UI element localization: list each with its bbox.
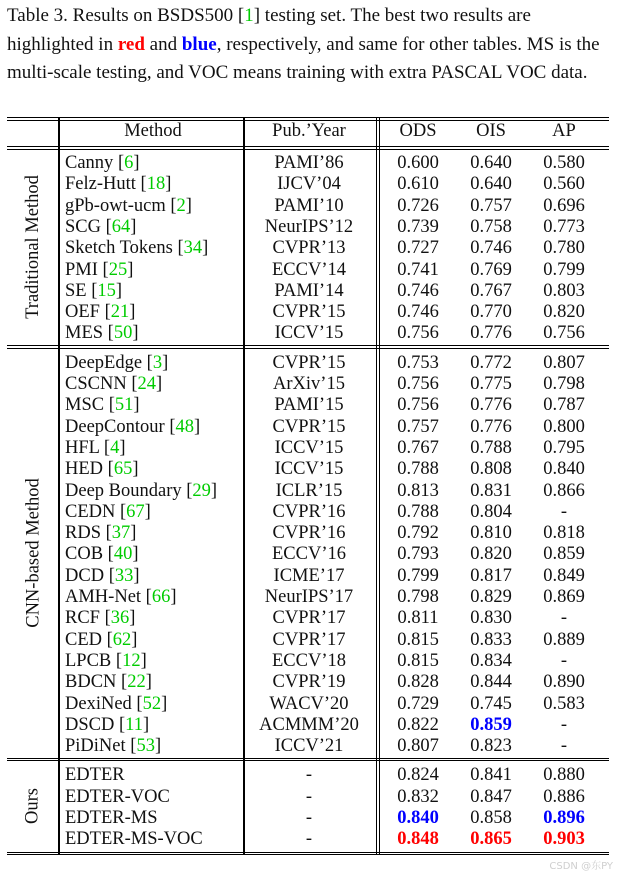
citation-link[interactable]: 3 (152, 352, 163, 373)
ods-cell: 0.799 (397, 565, 439, 586)
citation-link[interactable]: 24 (137, 374, 156, 394)
citation-link[interactable]: 66 (151, 587, 171, 607)
ods-cell: 0.756 (397, 374, 439, 394)
table-caption (7, 2, 607, 88)
pub-year-cell: CVPR’16 (272, 501, 346, 522)
method-name: DeepContour [48] (65, 416, 201, 437)
citation-link[interactable]: 34 (183, 238, 203, 259)
ap-cell: 0.580 (543, 153, 585, 173)
citation-link[interactable]: 50 (113, 323, 133, 344)
ap-cell: - (560, 501, 568, 522)
ap-cell: 0.849 (543, 565, 585, 586)
ods-cell: 0.840 (397, 808, 439, 828)
divider-pub-column-2 (379, 117, 380, 855)
ap-cell: 0.869 (543, 587, 585, 607)
ods-cell: 0.753 (397, 352, 439, 373)
caption-blue-word: blue (181, 33, 217, 55)
ap-cell: 0.560 (543, 174, 585, 195)
ap-cell: - (560, 608, 568, 629)
pub-year-cell: PAMI’10 (274, 195, 344, 216)
citation-link[interactable]: 2 (176, 195, 186, 216)
ap-cell: 0.880 (543, 765, 585, 786)
citation-link[interactable]: 33 (114, 565, 134, 586)
ap-cell: 0.903 (543, 829, 585, 850)
method-label: HFL (65, 437, 100, 458)
ois-cell: 0.758 (470, 216, 512, 237)
method-name: Felz-Hutt [18] (65, 174, 172, 195)
ods-cell: 0.788 (397, 459, 439, 480)
ods-cell: 0.756 (397, 323, 439, 344)
ap-cell: 0.787 (543, 395, 585, 416)
citation-link[interactable]: 18 (146, 174, 166, 195)
pub-year-cell: CVPR’16 (272, 523, 346, 544)
method-label: PiDiNet (65, 736, 126, 757)
pub-year-cell: - (305, 786, 313, 807)
ods-cell: 0.815 (397, 650, 439, 671)
pub-year-cell: ICLR’15 (275, 480, 343, 501)
citation-link[interactable]: 11 (125, 714, 143, 735)
ap-cell: 0.866 (543, 480, 585, 501)
ods-cell: 0.807 (397, 736, 439, 757)
method-label: AMH-Net (65, 587, 142, 607)
pub-year-cell: CVPR’17 (272, 608, 346, 629)
ods-cell: 0.788 (397, 501, 439, 522)
method-label: LPCB (65, 650, 112, 671)
method-name: LPCB [12] (65, 650, 147, 671)
caption-red-word: red (117, 33, 145, 55)
method-label: SCG (65, 216, 101, 237)
ois-cell: 0.831 (470, 480, 512, 501)
method-name (65, 764, 125, 786)
group-separator-rule-2 (7, 348, 609, 349)
pub-year-cell: ArXiv’15 (273, 374, 345, 394)
method-name: AMH-Net [66] (65, 587, 177, 607)
ois-cell: 0.776 (470, 395, 512, 416)
ap-cell: 0.773 (543, 216, 585, 237)
ois-cell: 0.767 (470, 280, 512, 301)
pub-year-cell: ICCV’15 (274, 323, 344, 344)
method-label: EDTER (65, 765, 125, 786)
ap-cell: 0.859 (543, 544, 585, 565)
citation-link[interactable]: 25 (108, 259, 128, 280)
ois-cell: 0.841 (470, 765, 512, 786)
citation-link[interactable]: 4 (110, 437, 120, 458)
ois-cell: 0.858 (470, 808, 512, 828)
ap-cell: 0.818 (543, 523, 585, 544)
ois-cell: 0.757 (470, 195, 512, 216)
ois-cell: 0.859 (470, 714, 512, 735)
ap-cell: 0.896 (543, 808, 585, 828)
method-label: Sketch Tokens (65, 238, 173, 259)
ods-cell: 0.727 (397, 238, 439, 259)
ois-cell: 0.808 (470, 459, 512, 480)
method-name: CSCNN [24] (65, 374, 163, 394)
ois-cell: 0.769 (470, 259, 512, 280)
watermark: CSDN @东PY (549, 861, 613, 872)
method-name: SE [15] (65, 280, 123, 301)
method-name: CED [62] (65, 629, 138, 650)
ois-cell: 0.865 (470, 829, 512, 850)
pub-year-cell: - (305, 829, 313, 850)
method-name: Sketch Tokens [34] (65, 238, 209, 259)
ods-cell: 0.741 (397, 259, 439, 280)
ois-cell: 0.776 (470, 416, 512, 437)
method-name: MES [50] (65, 323, 139, 344)
caption-text-2: ] testing set. The best two results are highlighted in (7, 5, 531, 55)
header-ods: ODS (399, 121, 437, 141)
group-separator-rule (7, 345, 609, 346)
ois-cell: 0.833 (470, 629, 512, 650)
ods-cell: 0.793 (397, 544, 439, 565)
pub-year-cell: ECCV’16 (272, 544, 346, 565)
method-name: HED [65] (65, 459, 139, 480)
method-label: EDTER-MS (65, 808, 158, 828)
method-label: gPb-owt-ucm (65, 195, 166, 216)
ois-cell: 0.776 (470, 323, 512, 344)
ap-cell: - (560, 736, 568, 757)
ods-cell: 0.792 (397, 523, 439, 544)
method-label: MSC (65, 395, 105, 416)
citation-link[interactable]: 48 (175, 416, 194, 437)
ois-cell: 0.810 (470, 523, 512, 544)
method-label: RDS (65, 523, 101, 544)
pub-year-cell: CVPR’15 (272, 416, 346, 437)
citation-link[interactable]: 21 (110, 302, 130, 323)
ois-cell: 0.788 (470, 437, 512, 458)
pub-year-cell: NeurIPS’12 (264, 216, 354, 237)
method-name (65, 786, 170, 808)
method-name: OEF [21] (65, 302, 136, 323)
method-label: CSCNN (65, 374, 127, 394)
pub-year-cell: ACMMM’20 (259, 714, 359, 735)
method-name: CEDN [67] (65, 501, 151, 522)
method-label: HED (65, 459, 104, 480)
method-name: MSC [51] (65, 395, 140, 416)
ods-cell: 0.746 (397, 302, 439, 323)
ap-cell: 0.799 (543, 259, 585, 280)
citation-link[interactable]: 36 (110, 608, 130, 629)
ois-cell: 0.847 (470, 786, 512, 807)
ois-cell: 0.829 (470, 587, 512, 607)
ap-cell: 0.583 (543, 693, 585, 714)
header-bottom-rule-2 (7, 149, 609, 150)
ods-cell: 0.746 (397, 280, 439, 301)
method-name: RCF [36] (65, 608, 136, 629)
citation-link[interactable]: 15 (97, 280, 116, 301)
method-name: HFL [4] (65, 437, 126, 458)
citation-link[interactable]: 67 (126, 501, 145, 522)
citation-link[interactable]: 64 (111, 216, 131, 237)
ois-cell: 0.772 (470, 352, 512, 373)
pub-year-cell: PAMI’86 (274, 153, 344, 173)
pub-year-cell: ICCV’15 (274, 437, 344, 458)
method-name: DexiNed [52] (65, 693, 168, 714)
method-name: DCD [33] (65, 565, 140, 586)
ap-cell: 0.890 (543, 672, 585, 693)
ois-cell: 0.775 (470, 374, 512, 394)
citation-link[interactable]: 22 (127, 672, 146, 693)
ois-cell: 0.746 (470, 238, 512, 259)
method-name: PiDiNet [53] (65, 736, 162, 757)
header-ois: OIS (476, 121, 506, 141)
divider-group-column (58, 117, 60, 855)
ap-cell: 0.803 (543, 280, 585, 301)
pub-year-cell: PAMI’15 (274, 395, 344, 416)
ap-cell: 0.840 (543, 459, 585, 480)
method-label: PMI (65, 259, 98, 280)
citation-link[interactable]: 12 (122, 650, 141, 671)
caption-text-1: Table 3. Results on BSDS500 [ (7, 5, 245, 26)
ods-cell: 0.726 (397, 195, 439, 216)
citation-link[interactable]: 40 (113, 544, 133, 565)
pub-year-cell: - (305, 808, 313, 828)
ap-cell: 0.756 (543, 323, 585, 344)
ods-cell: 0.600 (397, 153, 439, 173)
ap-cell: 0.696 (543, 195, 585, 216)
citation-link[interactable]: 37 (111, 523, 131, 544)
ois-cell: 0.745 (470, 693, 512, 714)
pub-year-cell: ECCV’18 (272, 650, 346, 671)
ois-cell: 0.830 (470, 608, 512, 629)
pub-year-cell: IJCV’04 (277, 174, 341, 195)
method-name (65, 828, 203, 850)
method-name: COB [40] (65, 544, 139, 565)
ap-cell: - (560, 714, 568, 735)
method-label: SE (65, 280, 87, 301)
ap-cell: 0.820 (543, 302, 585, 323)
citation-link[interactable]: 6 (124, 153, 134, 173)
pub-year-cell: PAMI’14 (274, 280, 344, 301)
ap-cell: 0.795 (543, 437, 585, 458)
pub-year-cell: ICCV’21 (274, 736, 344, 757)
ois-cell: 0.804 (470, 501, 512, 522)
method-label: COB (65, 544, 104, 565)
method-name: gPb-owt-ucm [2] (65, 195, 192, 216)
pub-year-cell: ECCV’14 (272, 259, 346, 280)
method-label: MES (65, 323, 104, 344)
ois-cell: 0.820 (470, 544, 512, 565)
ods-cell: 0.824 (397, 765, 439, 786)
method-label: Deep Boundary (65, 480, 182, 501)
method-label: DeepContour (65, 416, 165, 437)
method-name: DSCD [11] (65, 714, 150, 735)
header-ap: AP (552, 121, 576, 141)
header-pub-year: Pub.’Year (272, 121, 346, 141)
method-label: EDTER-VOC (65, 786, 170, 807)
ap-cell: 0.886 (543, 786, 585, 807)
caption-citation[interactable]: 1 (244, 5, 254, 26)
group-label: Ours (23, 788, 43, 824)
ap-cell: - (560, 650, 568, 671)
method-label: DeepEdge (65, 352, 143, 373)
ois-cell: 0.823 (470, 736, 512, 757)
header-method: Method (124, 121, 182, 141)
method-name: PMI [25] (65, 259, 134, 280)
ois-cell: 0.640 (470, 174, 512, 195)
citation-link[interactable]: 53 (136, 736, 155, 757)
ods-cell: 0.815 (397, 629, 439, 650)
ap-cell: 0.800 (543, 416, 585, 437)
method-name: DeepEdge [3] (65, 352, 169, 373)
method-label: Felz-Hutt (65, 174, 136, 195)
ods-cell: 0.757 (397, 416, 439, 437)
method-label: BDCN (65, 672, 117, 693)
ods-cell: 0.848 (397, 829, 439, 850)
method-label: DSCD (65, 714, 115, 735)
ap-cell: 0.889 (543, 629, 585, 650)
table-top-rule-2 (7, 120, 609, 121)
ods-cell: 0.767 (397, 437, 439, 458)
ods-cell: 0.756 (397, 395, 439, 416)
citation-link[interactable]: 52 (142, 693, 162, 714)
pub-year-cell: ICCV’15 (274, 459, 344, 480)
method-label: DexiNed (65, 693, 132, 714)
citation-link[interactable]: 51 (114, 395, 134, 416)
pub-year-cell: CVPR’17 (272, 629, 346, 650)
ois-cell: 0.770 (470, 302, 512, 323)
ods-cell: 0.832 (397, 786, 439, 807)
caption-text-3: and (144, 33, 182, 55)
table-bottom-rule-2 (7, 854, 609, 855)
ois-cell: 0.844 (470, 672, 512, 693)
pub-year-cell: CVPR’15 (272, 302, 346, 323)
table-bottom-rule (7, 852, 609, 853)
pub-year-cell: CVPR’15 (272, 352, 346, 373)
pub-year-cell: CVPR’19 (272, 672, 346, 693)
ods-cell: 0.811 (397, 608, 439, 629)
method-label: DCD (65, 565, 105, 586)
citation-link[interactable]: 62 (112, 629, 132, 650)
group-label: CNN-based Method (23, 478, 43, 628)
caption-text-4: , respectively, and same for other tables. MS is the multi-scale testing, and VOC means training with extra PASCAL VOC data. (7, 33, 600, 83)
group-separator-rule (7, 758, 609, 759)
ods-cell: 0.739 (397, 216, 439, 237)
ods-cell: 0.729 (397, 693, 439, 714)
method-label: CED (65, 629, 102, 650)
pub-year-cell: - (305, 765, 313, 786)
ods-cell: 0.822 (397, 714, 439, 735)
ois-cell: 0.834 (470, 650, 512, 671)
citation-link[interactable]: 29 (192, 480, 211, 501)
ois-cell: 0.817 (470, 565, 512, 586)
ap-cell: 0.807 (543, 352, 585, 373)
method-name: Canny [6] (65, 153, 140, 173)
pub-year-cell: NeurIPS’17 (264, 587, 354, 607)
method-label: EDTER-MS-VOC (65, 829, 203, 850)
group-separator-rule-2 (7, 760, 609, 761)
method-name: BDCN [22] (65, 672, 152, 693)
header-bottom-rule (7, 146, 609, 147)
ods-cell: 0.798 (397, 587, 439, 607)
group-label: Traditional Method (23, 174, 43, 319)
method-name (65, 807, 158, 829)
ods-cell: 0.610 (397, 174, 439, 195)
method-label: Canny (65, 153, 114, 173)
divider-pub-column (376, 117, 377, 855)
ap-cell: 0.780 (543, 238, 585, 259)
ods-cell: 0.828 (397, 672, 439, 693)
method-label: OEF (65, 302, 100, 323)
divider-method-column (243, 117, 245, 855)
ap-cell: 0.798 (543, 374, 585, 394)
pub-year-cell: ICME’17 (273, 565, 345, 586)
method-name: RDS [37] (65, 523, 137, 544)
method-name: SCG [64] (65, 216, 137, 237)
table-top-rule (7, 117, 609, 118)
ois-cell: 0.640 (470, 153, 512, 173)
pub-year-cell: CVPR’13 (272, 238, 346, 259)
pub-year-cell: WACV’20 (269, 693, 349, 714)
ods-cell: 0.813 (397, 480, 439, 501)
citation-link[interactable]: 65 (113, 459, 133, 480)
method-name: Deep Boundary [29] (65, 480, 218, 501)
method-label: CEDN (65, 501, 116, 522)
method-label: RCF (65, 608, 100, 629)
